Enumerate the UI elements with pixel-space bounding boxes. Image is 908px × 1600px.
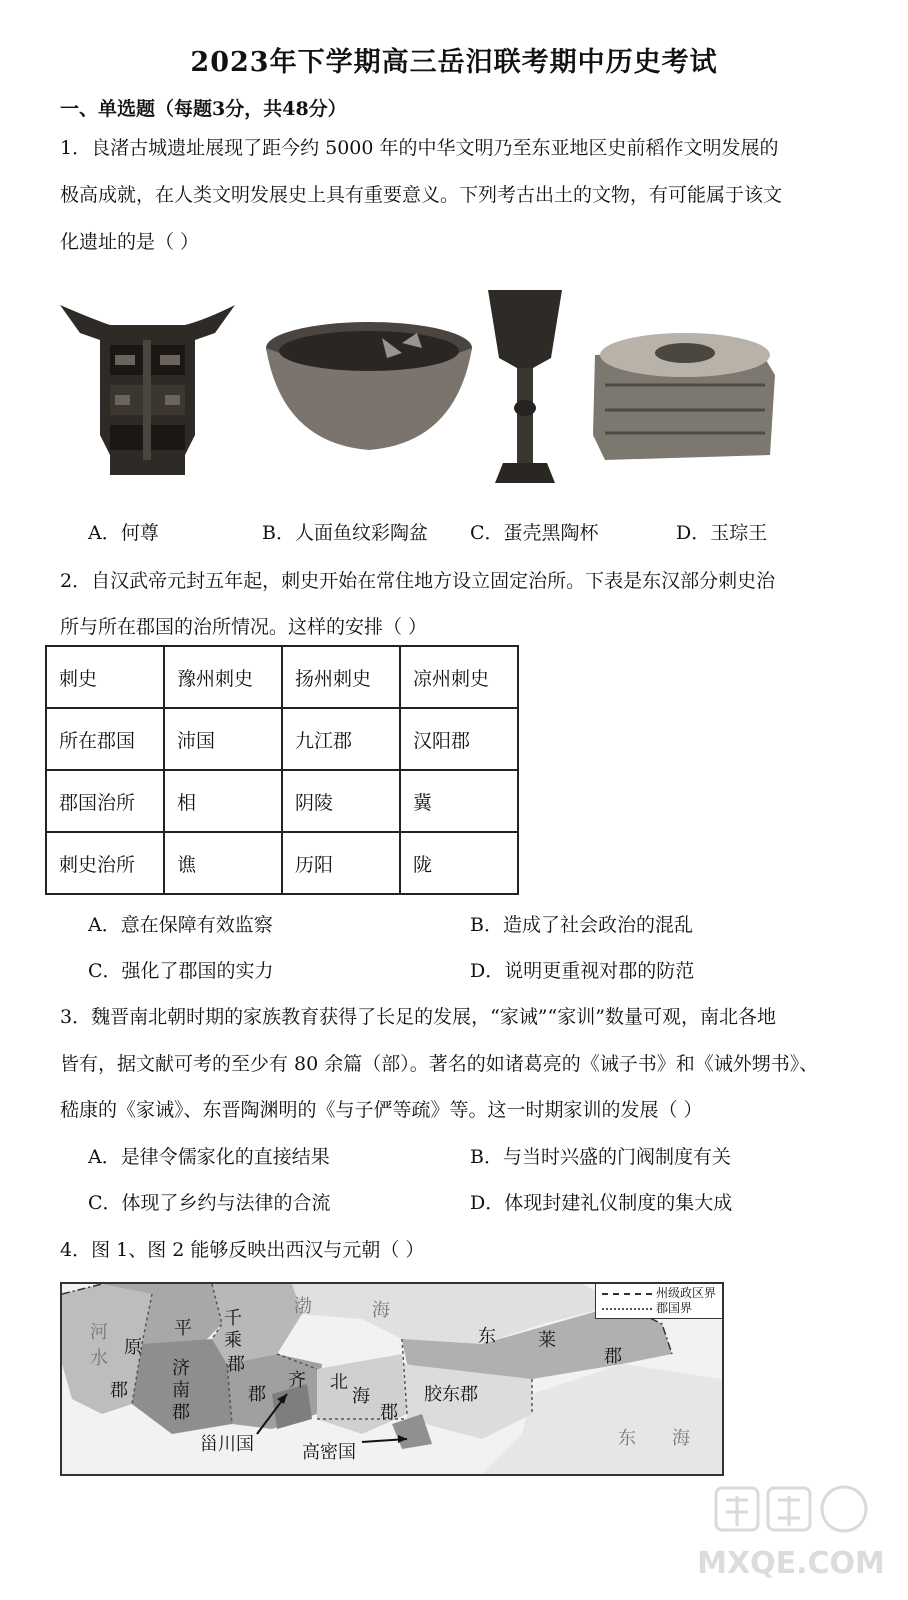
table-cell: 刺史: [46, 646, 164, 708]
q2-line-2: 所与所在郡国的治所情况。这样的安排（ ）: [60, 616, 428, 638]
q1-option-b[interactable]: B．人面鱼纹彩陶盆: [262, 522, 428, 544]
table-cell: 阴陵: [282, 770, 400, 832]
q3-line-3: 嵇康的《家诫》、东晋陶渊明的《与子俨等疏》等。这一时期家训的发展（ ）: [60, 1099, 703, 1121]
map-label: 河: [90, 1322, 108, 1343]
table-cell: 刺史治所: [46, 832, 164, 894]
table-cell: 冀: [400, 770, 518, 832]
map-label: 北: [330, 1372, 348, 1393]
q1-option-c[interactable]: C．蛋壳黑陶杯: [470, 522, 599, 544]
legend-label: 郡国界: [655, 1301, 692, 1315]
map-label: 郡: [172, 1402, 190, 1423]
q2-option-c[interactable]: C．强化了郡国的实力: [88, 960, 274, 982]
han-commandery-map: [60, 1282, 724, 1476]
prefecture-table: [45, 645, 519, 895]
q1-line-2: 极高成就，在人类文明发展史上具有重要意义。下列考古出土的文物，有可能属于该文: [60, 184, 783, 206]
map-label: 海: [352, 1386, 370, 1407]
legend-row-commandery-boundary: [602, 1301, 716, 1316]
table-cell: 谯: [164, 832, 282, 894]
map-label: 东: [478, 1326, 496, 1347]
page-title: 2023年下学期高三岳汨联考期中历史考试: [190, 47, 718, 78]
map-label: 平: [174, 1318, 192, 1339]
q1-option-d[interactable]: D．玉琮王: [676, 522, 768, 544]
table-cell: 沛国: [164, 708, 282, 770]
section-heading: 一、单选题（每题3分，共48分）: [60, 98, 347, 120]
map-label: 南: [172, 1380, 190, 1401]
bronze-vessel-image: [55, 285, 240, 480]
map-label: 甾川国: [200, 1434, 254, 1455]
map-label: 郡: [248, 1384, 266, 1405]
table-cell: 郡国治所: [46, 770, 164, 832]
q3-option-a[interactable]: A．是律令儒家化的直接结果: [88, 1146, 330, 1168]
dotted-line-icon: [602, 1308, 652, 1310]
map-label: 海: [372, 1300, 390, 1321]
jade-cong-image: [585, 315, 780, 465]
map-label: 海: [672, 1428, 690, 1449]
table-cell: 所在郡国: [46, 708, 164, 770]
q1-line-3: 化遗址的是（ ）: [60, 231, 200, 253]
table-cell: 凉州刺史: [400, 646, 518, 708]
map-legend: [595, 1284, 722, 1319]
table-row: [46, 708, 518, 770]
table-cell: 陇: [400, 832, 518, 894]
legend-row-state-boundary: [602, 1286, 716, 1301]
q1-line-1: 1．良渚古城遗址展现了距今约 5000 年的中华文明乃至东亚地区史前稻作文明发展的: [60, 137, 779, 159]
table-cell: 历阳: [282, 832, 400, 894]
q2-option-a[interactable]: A．意在保障有效监察: [88, 914, 273, 936]
q2-option-d[interactable]: D．说明更重视对郡的防范: [470, 960, 695, 982]
q2-line-1: 2．自汉武帝元封五年起，刺史开始在常住地方设立固定治所。下表是东汉部分刺史治: [60, 570, 776, 592]
table-row: [46, 646, 518, 708]
watermark-text: MXQE.COM: [697, 1546, 885, 1581]
map-label: 莱: [538, 1330, 556, 1351]
map-label: 齐: [288, 1370, 306, 1391]
map-label: 郡: [380, 1402, 398, 1423]
map-label: 水: [90, 1348, 108, 1369]
table-cell: 九江郡: [282, 708, 400, 770]
eggshell-black-pottery-cup-image: [485, 288, 565, 488]
table-cell: 扬州刺史: [282, 646, 400, 708]
q3-option-d[interactable]: D．体现封建礼仪制度的集大成: [470, 1192, 733, 1214]
q3-option-c[interactable]: C．体现了乡约与法律的合流: [88, 1192, 331, 1214]
watermark-logo: [696, 1478, 886, 1588]
map-label: 郡: [227, 1354, 245, 1375]
q3-line-2: 皆有，据文献可考的至少有 80 余篇（部）。著名的如诸葛亮的《诫子书》和《诫外甥书》、: [60, 1053, 819, 1075]
q3-option-b[interactable]: B．与当时兴盛的门阀制度有关: [470, 1146, 731, 1168]
table-cell: 相: [164, 770, 282, 832]
map-label: 胶东郡: [424, 1384, 478, 1405]
map-label: 千: [224, 1308, 242, 1329]
map-label: 原: [124, 1337, 142, 1358]
q1-option-a[interactable]: A．何尊: [88, 522, 159, 544]
dash-dot-line-icon: [602, 1293, 652, 1295]
legend-label: 州级政区界: [655, 1286, 716, 1300]
q2-option-b[interactable]: B．造成了社会政治的混乱: [470, 914, 693, 936]
map-label: 高密国: [302, 1442, 356, 1463]
q3-line-1: 3．魏晋南北朝时期的家族教育获得了长足的发展，“家诫”“家训”数量可观，南北各地: [60, 1006, 776, 1028]
table-row: [46, 770, 518, 832]
painted-pottery-basin-image: [262, 318, 477, 458]
table-row: [46, 832, 518, 894]
map-label: 乘: [224, 1330, 242, 1351]
table-cell: 豫州刺史: [164, 646, 282, 708]
q4-line-1: 4．图 1、图 2 能够反映出西汉与元朝（ ）: [60, 1239, 425, 1261]
map-label: 郡: [604, 1346, 622, 1367]
map-label: 郡: [110, 1380, 128, 1401]
map-label: 济: [172, 1358, 190, 1379]
table-cell: 汉阳郡: [400, 708, 518, 770]
map-label: 东: [618, 1428, 636, 1449]
map-label: 渤: [294, 1296, 312, 1317]
